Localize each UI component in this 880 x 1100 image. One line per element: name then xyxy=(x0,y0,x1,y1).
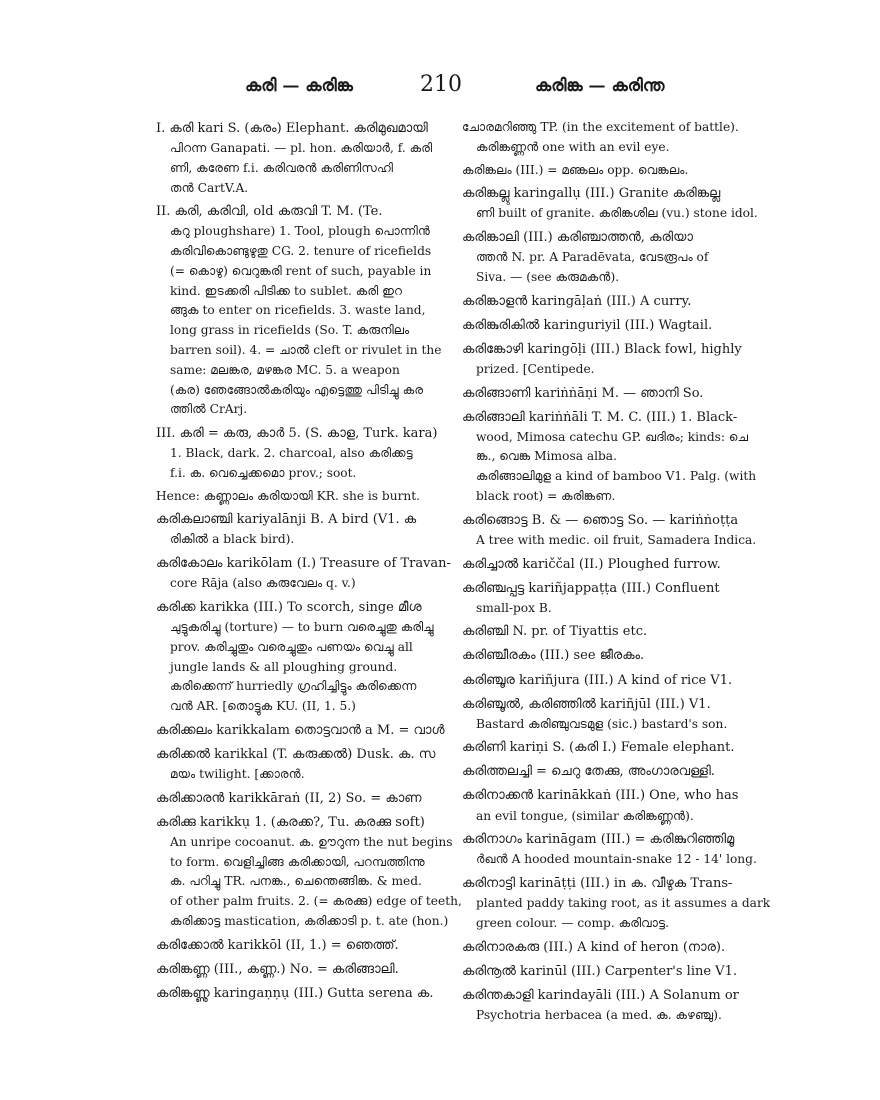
dictionary-entry xyxy=(462,407,757,507)
entry-line: planted paddy taking root, as it assumes a dark xyxy=(476,896,771,911)
dictionary-entry xyxy=(156,509,456,550)
entry-line: 1. Black, dark. 2. charcoal, also കരിക്കട്ട xyxy=(170,446,413,461)
entry-headline: കരിനാഗം karināgam (III.) = കരിങ്കുറിഞ്ഞിമൂ xyxy=(462,832,735,848)
entry-headline: കരിങ്കലം (III.) = മണ്കലം opp. വെങ്കലം. xyxy=(462,162,689,177)
dictionary-entry xyxy=(462,510,757,551)
dictionary-entry xyxy=(462,670,734,691)
entry-line: ണി, കരേണ f.i. കരിവരൻ കരിണിസഹി xyxy=(170,160,394,175)
entry-line: core Rāja (also കരുവേലം q. v.) xyxy=(170,576,356,591)
entry-line: കരിവികൊണ്ടുഴുതു CG. 2. tenure of ricefields xyxy=(170,244,432,259)
dictionary-entry xyxy=(156,744,456,785)
entry-headline: കരിങ്കോഴി karingōḷi (III.) Black fowl, highly xyxy=(462,341,742,357)
dictionary-entry xyxy=(156,553,456,594)
dictionary-entry xyxy=(462,761,734,782)
entry-line: same: മലങ്കര, മഴങ്കര MC. 5. a weapon xyxy=(170,362,400,377)
entry-line: കരിങ്ങാലിമുള a kind of bamboo V1. Palg. (with xyxy=(476,469,757,484)
page-header xyxy=(150,72,750,102)
entry-headline: കരിഞ്ചപ്പട്ട kariñjappaṭṭa (III.) Confluent xyxy=(462,580,720,596)
entry-line: Siva. — (see കരുമകൻ). xyxy=(476,269,620,284)
entry-line: An unripe cocoanut. ക. ഊറുന്ന the nut begins xyxy=(170,834,453,849)
entry-headline: കരിക്കൽ karikkal (T. കരുക്കൽ) Dusk. ക. സ xyxy=(156,746,436,762)
entry-line: രികിൽ a black bird). xyxy=(170,532,295,547)
entry-headline: കരിഞ്ചൂൽ, കരിഞ്ഞിൽ kariñjūl (III.) V1. xyxy=(462,696,711,712)
entry-line: prized. [Centipede. xyxy=(476,361,595,376)
entry-headline: II. കരി, കരിവി, old കരുവി T. M. (Te. xyxy=(156,204,383,220)
dictionary-entry xyxy=(156,720,456,741)
entry-headline: കരികോലം karikōlam (I.) Treasure of Travan- xyxy=(156,556,451,572)
dictionary-entry xyxy=(156,201,456,420)
dictionary-entry xyxy=(462,694,734,735)
entry-headline: കരിത്തലച്ചി = ചെറു തേക്കു, അംഗാരവള്ളി. xyxy=(462,764,715,780)
entry-line: wood, Mimosa catechu GP. ഖദിരം; kinds: ചെ xyxy=(476,429,749,444)
entry-line: barren soil). 4. = ചാൽ cleft or rivulet in the xyxy=(170,342,442,357)
entry-line: മയം twilight. [ക്കാരൻ. xyxy=(170,766,305,781)
entry-line: of other palm fruits. 2. (= കരക്കു) edge of teeth, xyxy=(170,894,462,909)
entry-headline: കരിക്കാരൻ karikkāraṅ (II, 2) So. = കാണ xyxy=(156,790,422,806)
entry-headline: കരിക്ക karikka (III.) To scorch, singe മീശ xyxy=(156,600,422,616)
entry-headline: കരിങ്ങാണി kariṅṅāṇi M. — ഞാനി So. xyxy=(462,385,704,401)
entry-headline: Hence: കണ്ണാലം കരിയായി KR. she is burnt. xyxy=(156,488,421,503)
entry-line: ചുട്ടുകരിച്ചു (torture) — to burn വരെച്ചുതു കരിച്ചു xyxy=(170,620,434,635)
entry-headline: കരിനാട്ടി karināṭṭi (III.) in ക. വീഴുക Trans- xyxy=(462,876,733,892)
entry-line: kind. ഇടക്കരി പിടിക്ക to sublet. കരി ഇറ xyxy=(170,283,403,298)
entry-line: ങ്ങുക to enter on ricefields. 3. waste land, xyxy=(170,303,426,318)
dictionary-entry xyxy=(156,118,456,198)
entry-line: jungle lands & all ploughing ground. xyxy=(170,659,398,674)
entry-line: കറു ploughshare) 1. Tool, plough പൊന്നിൻ xyxy=(170,224,430,239)
entry-line: green colour. — comp. കരിവാട്ട. xyxy=(476,915,669,930)
dictionary-entry xyxy=(156,597,456,717)
entry-headline: കരിക്കു karikkụ 1. (കരക്ക?, Tu. കരക്കു soft) xyxy=(156,814,425,830)
dictionary-entry xyxy=(462,621,734,642)
entry-line: വൻ AR. [തൊട്ടുക KU. (II, 1. 5.) xyxy=(170,699,356,714)
entry-line: ർഖൻ A hooded mountain-snake 12 - 14' long. xyxy=(476,852,757,867)
entry-line: Psychotria herbacea (a med. ക. കഴഞ്ചു). xyxy=(476,1007,722,1022)
entry-headline: കരിങ്കല്ലു karingallụ (III.) Granite കരിങ്കല്ല xyxy=(462,186,721,202)
entry-line: Bastard കരിഞ്ചുവടമുള (sic.) bastard's son. xyxy=(476,716,728,731)
dictionary-entry xyxy=(462,118,739,158)
entry-line: കരിങ്കണ്ണൻ one with an evil eye. xyxy=(476,139,670,154)
dictionary-entry xyxy=(156,959,456,980)
entry-line: ത്തിൽ CrArj. xyxy=(170,402,248,417)
entry-line: ങ്ക., വെങ്ക Mimosa alba. xyxy=(476,449,617,464)
dictionary-entry xyxy=(462,937,734,958)
entry-headline: ചോരമറിഞ്ഞു TP. (in the excitement of battle). xyxy=(462,120,739,134)
entry-headline: കരിനാക്കൻ karinākkaṅ (III.) One, who has xyxy=(462,788,739,804)
dictionary-entry xyxy=(462,961,737,982)
entry-headline: കരിങ്കുരികിൽ karinguriyil (III.) Wagtail. xyxy=(462,317,713,333)
entry-headline: കരിക്കോൽ karikkōl (II, 1.) = ഞെത്ത്. xyxy=(156,937,399,953)
entry-line: small-pox B. xyxy=(476,600,552,615)
page-number: 210 xyxy=(420,72,462,97)
entry-headline: കരിങ്കാളൻ karingāḷaṅ (III.) A curry. xyxy=(462,293,692,309)
entry-headline: കരിച്ചാൽ kariččal (II.) Ploughed furrow. xyxy=(462,556,721,572)
entry-line: (= കൊഴു) വെറുങ്കരി rent of such, payable in xyxy=(170,263,432,278)
entry-line: പിറന്ന Ganapati. — pl. hon. കരിയാർ, f. കരി xyxy=(170,141,433,156)
left-column xyxy=(156,118,462,1007)
entry-line: prov. കരിച്ചുതും വരെച്ചുതും പണയം വെച്ചു all xyxy=(170,639,413,654)
entry-headline: കരിണി kariṇi S. (കരി I.) Female elephant. xyxy=(462,740,735,756)
entry-headline: കരികലാഞ്ചി kariyalānji B. A bird (V1. ക xyxy=(156,512,417,528)
dictionary-entry xyxy=(156,935,456,956)
entry-headline: കരിഞ്ചൂര kariñjura (III.) A kind of rice V1. xyxy=(462,672,733,688)
entry-line: കരിക്കെന്ന് hurriedly ഗ്രഹിച്ചിട്ടും കരിക്കെന്ന xyxy=(170,679,417,694)
entry-line: തൻ CartV.A. xyxy=(170,180,249,195)
header-left-guide-word: കരി — കരിങ്ക xyxy=(245,76,353,96)
dictionary-entry xyxy=(156,983,456,1004)
entry-line: A tree with medic. oil fruit, Samadera Indica. xyxy=(476,532,757,547)
dictionary-entry xyxy=(462,291,734,312)
entry-line: to form. വെളിച്ചിങ്ങ കരിക്കായി, പറമ്പത്തിന്നു xyxy=(170,854,425,869)
dictionary-entry xyxy=(462,737,734,758)
dictionary-entry xyxy=(462,383,734,404)
dictionary-entry xyxy=(156,423,456,484)
entry-line: ത്തൻ N. pr. A Paradēvata, വേടരൂപം of xyxy=(476,250,709,265)
entry-headline: കരിനാരകരു (III.) A kind of heron (നാര). xyxy=(462,939,726,955)
entry-headline: കരിങ്ങൊട്ട B. & — ഞൊട്ട So. — kariṅṅoṭṭa xyxy=(462,512,739,528)
dictionary-entry xyxy=(462,315,734,336)
dictionary-entry xyxy=(462,645,734,666)
entry-headline: കരിന്തകാളി karindayāli (III.) A Solanum or xyxy=(462,987,739,1003)
entry-headline: കരിങ്ങാലി kariṅṅāli T. M. C. (III.) 1. Black- xyxy=(462,409,738,425)
entry-line: ക. പറിച്ചു TR. പനങ്ക., ചെന്തെങ്ങിങ്ക. & med. xyxy=(170,874,422,889)
entry-headline: കരിനൂൽ karinūl (III.) Carpenter's line V1. xyxy=(462,963,737,979)
dictionary-entry xyxy=(156,487,456,507)
dictionary-entry xyxy=(462,873,771,934)
dictionary-entry xyxy=(462,161,734,181)
entry-line: black root) = കരിങ്കണ. xyxy=(476,488,616,503)
dictionary-entry xyxy=(156,812,462,932)
entry-headline: കരിങ്കണ്ണ (III., കണ്ണ.) No. = കരിങ്ങാലി. xyxy=(156,961,399,977)
dictionary-entry xyxy=(156,788,456,809)
entry-headline: കരിങ്കാലി (III.) കരിഞ്ചാത്തൻ, കരിയാ xyxy=(462,230,693,246)
dictionary-entry xyxy=(462,339,742,380)
entry-line: f.i. ക. വെച്ചെക്കമൊ prov.; soot. xyxy=(170,465,357,480)
entry-line: (കര) ഞേങ്ങോൽകരിയും എട്ടെത്തു പിടിച്ചു കര xyxy=(170,382,424,397)
header-right-guide-word: കരിങ്ക — കരിന്ത xyxy=(535,76,665,96)
entry-headline: III. കരി = കരു, കാർ 5. (S. കാള, Turk. kara) xyxy=(156,426,438,442)
entry-headline: കരിക്കലം karikkalam തൊട്ടവാൻ a M. = വാൾ xyxy=(156,722,445,738)
entry-headline: കരിഞ്ചി N. pr. of Tiyattis etc. xyxy=(462,624,648,640)
dictionary-entry xyxy=(462,578,734,619)
entry-headline: കരിഞ്ചീരകം (III.) see ജീരകം. xyxy=(462,648,645,664)
entry-headline: കരിങ്കണ്ണു karingaṇṇụ (III.) Gutta serena ക. xyxy=(156,985,434,1001)
dictionary-entry xyxy=(462,785,739,826)
entry-line: long grass in ricefields (So. T. കരുനിലം xyxy=(170,323,410,338)
entry-line: ണി built of granite. കരിങ്കശില (vu.) stone idol. xyxy=(476,206,758,221)
right-column xyxy=(462,118,771,1029)
entry-line: കരിക്കാട്ട mastication, കരിക്കാടി p. t. ate (hon.) xyxy=(170,913,449,928)
dictionary-entry xyxy=(462,829,757,870)
dictionary-entry xyxy=(462,554,734,575)
dictionary-entry xyxy=(462,183,758,224)
entry-headline: I. കരി kari S. (കരം) Elephant. കരിമുഖമായി xyxy=(156,121,428,136)
dictionary-entry xyxy=(462,227,734,288)
dictionary-entry xyxy=(462,985,739,1026)
entry-line: an evil tongue, (similar കരിങ്കണ്ണൻ). xyxy=(476,808,694,823)
